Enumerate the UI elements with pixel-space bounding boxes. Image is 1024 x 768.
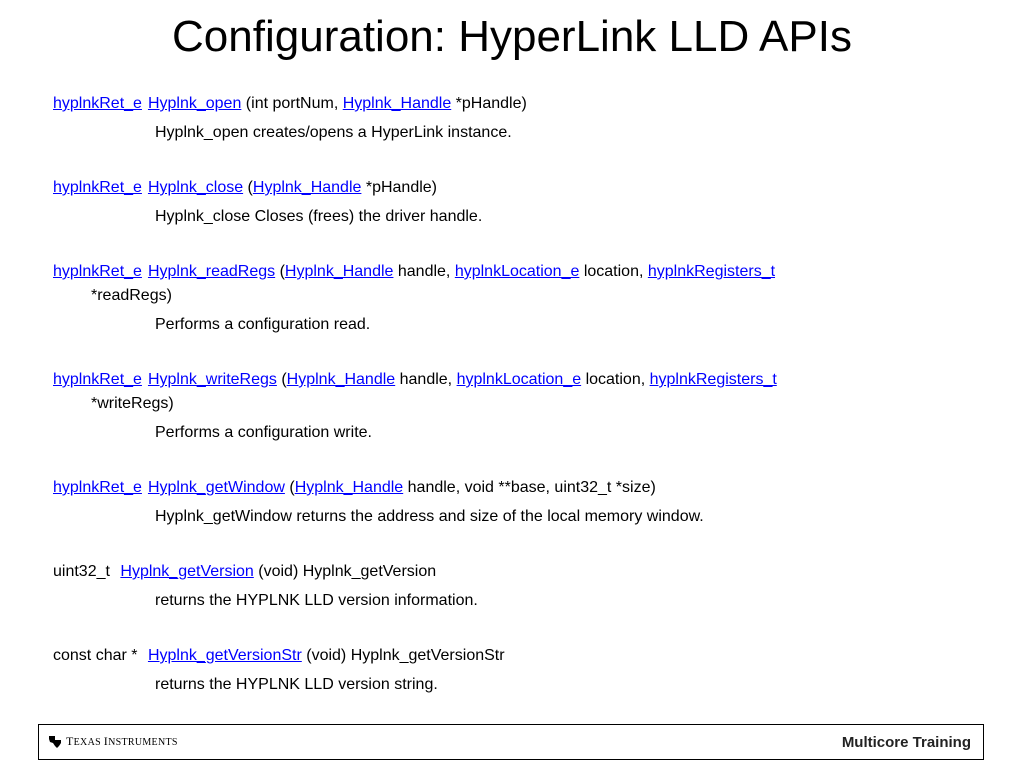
api-description: Performs a configuration read. — [155, 316, 371, 333]
signature-text: location, — [581, 371, 650, 388]
api-entry — [53, 260, 993, 337]
signature-text: ( — [275, 263, 285, 280]
api-description: Hyplnk_open creates/opens a HyperLink instance. — [155, 124, 512, 141]
signature-text: *writeRegs) — [91, 395, 174, 412]
signature-text: (int portNum, — [241, 95, 343, 112]
api-entry — [53, 560, 993, 613]
signature-text: ( — [243, 179, 253, 196]
api-description: returns the HYPLNK LLD version string. — [155, 676, 438, 693]
signature-text: uint32_t — [53, 563, 115, 580]
api-link[interactable]: Hyplnk_Handle — [284, 263, 394, 280]
api-link[interactable]: hyplnkLocation_e — [456, 371, 582, 388]
api-description: returns the HYPLNK LLD version information. — [155, 592, 478, 609]
api-link[interactable]: hyplnkRet_e — [53, 179, 142, 196]
api-link[interactable]: hyplnkRet_e — [53, 263, 142, 280]
api-link[interactable]: Hyplnk_close — [147, 179, 244, 196]
api-entry — [53, 176, 993, 229]
api-description: Performs a configuration write. — [155, 424, 372, 441]
footer-bar — [38, 724, 984, 760]
api-link[interactable]: Hyplnk_readRegs — [147, 263, 276, 280]
api-signature — [53, 644, 993, 668]
api-link[interactable]: Hyplnk_Handle — [252, 179, 362, 196]
api-list — [53, 92, 993, 728]
api-description: Hyplnk_close Closes (frees) the driver handle. — [155, 208, 483, 225]
api-link[interactable]: hyplnkRet_e — [53, 479, 142, 496]
signature-text: handle, — [393, 263, 455, 280]
signature-text: *readRegs) — [91, 287, 172, 304]
api-signature — [53, 260, 993, 284]
signature-text: const char * — [53, 647, 142, 664]
api-link[interactable]: hyplnkRegisters_t — [647, 263, 776, 280]
api-link[interactable]: Hyplnk_Handle — [342, 95, 452, 112]
api-entry — [53, 644, 993, 697]
api-link[interactable]: Hyplnk_getVersionStr — [147, 647, 302, 664]
api-signature-continued — [53, 392, 993, 416]
signature-text: (void) Hyplnk_getVersionStr — [301, 647, 505, 664]
api-entry — [53, 368, 993, 445]
signature-text: ( — [276, 371, 287, 388]
signature-text: *pHandle) — [451, 95, 527, 112]
signature-text: *pHandle) — [361, 179, 438, 196]
api-signature — [53, 92, 993, 116]
texas-state-icon — [48, 735, 62, 749]
api-signature — [53, 368, 993, 392]
api-link[interactable]: Hyplnk_open — [147, 95, 242, 112]
api-signature — [53, 476, 993, 500]
api-link[interactable]: Hyplnk_writeRegs — [147, 371, 277, 388]
api-signature — [53, 560, 993, 584]
signature-text: handle, — [395, 371, 457, 388]
signature-text: ( — [284, 479, 295, 496]
api-signature — [53, 176, 993, 200]
api-link[interactable]: hyplnkRegisters_t — [649, 371, 777, 388]
signature-text: handle, void **base, uint32_t *size) — [403, 479, 656, 496]
api-link[interactable]: Hyplnk_Handle — [286, 371, 396, 388]
page-title: Configuration: HyperLink LLD APIs — [172, 12, 852, 61]
api-link[interactable]: hyplnkRet_e — [53, 95, 142, 112]
multicore-training-label: Multicore Training — [841, 734, 971, 751]
api-signature-continued — [53, 284, 993, 308]
api-link[interactable]: hyplnkLocation_e — [454, 263, 580, 280]
api-link[interactable]: hyplnkRet_e — [53, 371, 142, 388]
api-link[interactable]: Hyplnk_getWindow — [147, 479, 285, 496]
api-link[interactable]: Hyplnk_Handle — [294, 479, 404, 496]
api-entry — [53, 476, 993, 529]
api-description: Hyplnk_getWindow returns the address and size of the local memory window. — [155, 508, 704, 525]
signature-text: location, — [579, 263, 648, 280]
api-entry — [53, 92, 993, 145]
api-link[interactable]: Hyplnk_getVersion — [120, 563, 254, 580]
signature-text: (void) Hyplnk_getVersion — [253, 563, 437, 580]
texas-instruments-logo — [48, 734, 178, 749]
logo-text: TEXAS INSTRUMENTS — [66, 734, 178, 748]
